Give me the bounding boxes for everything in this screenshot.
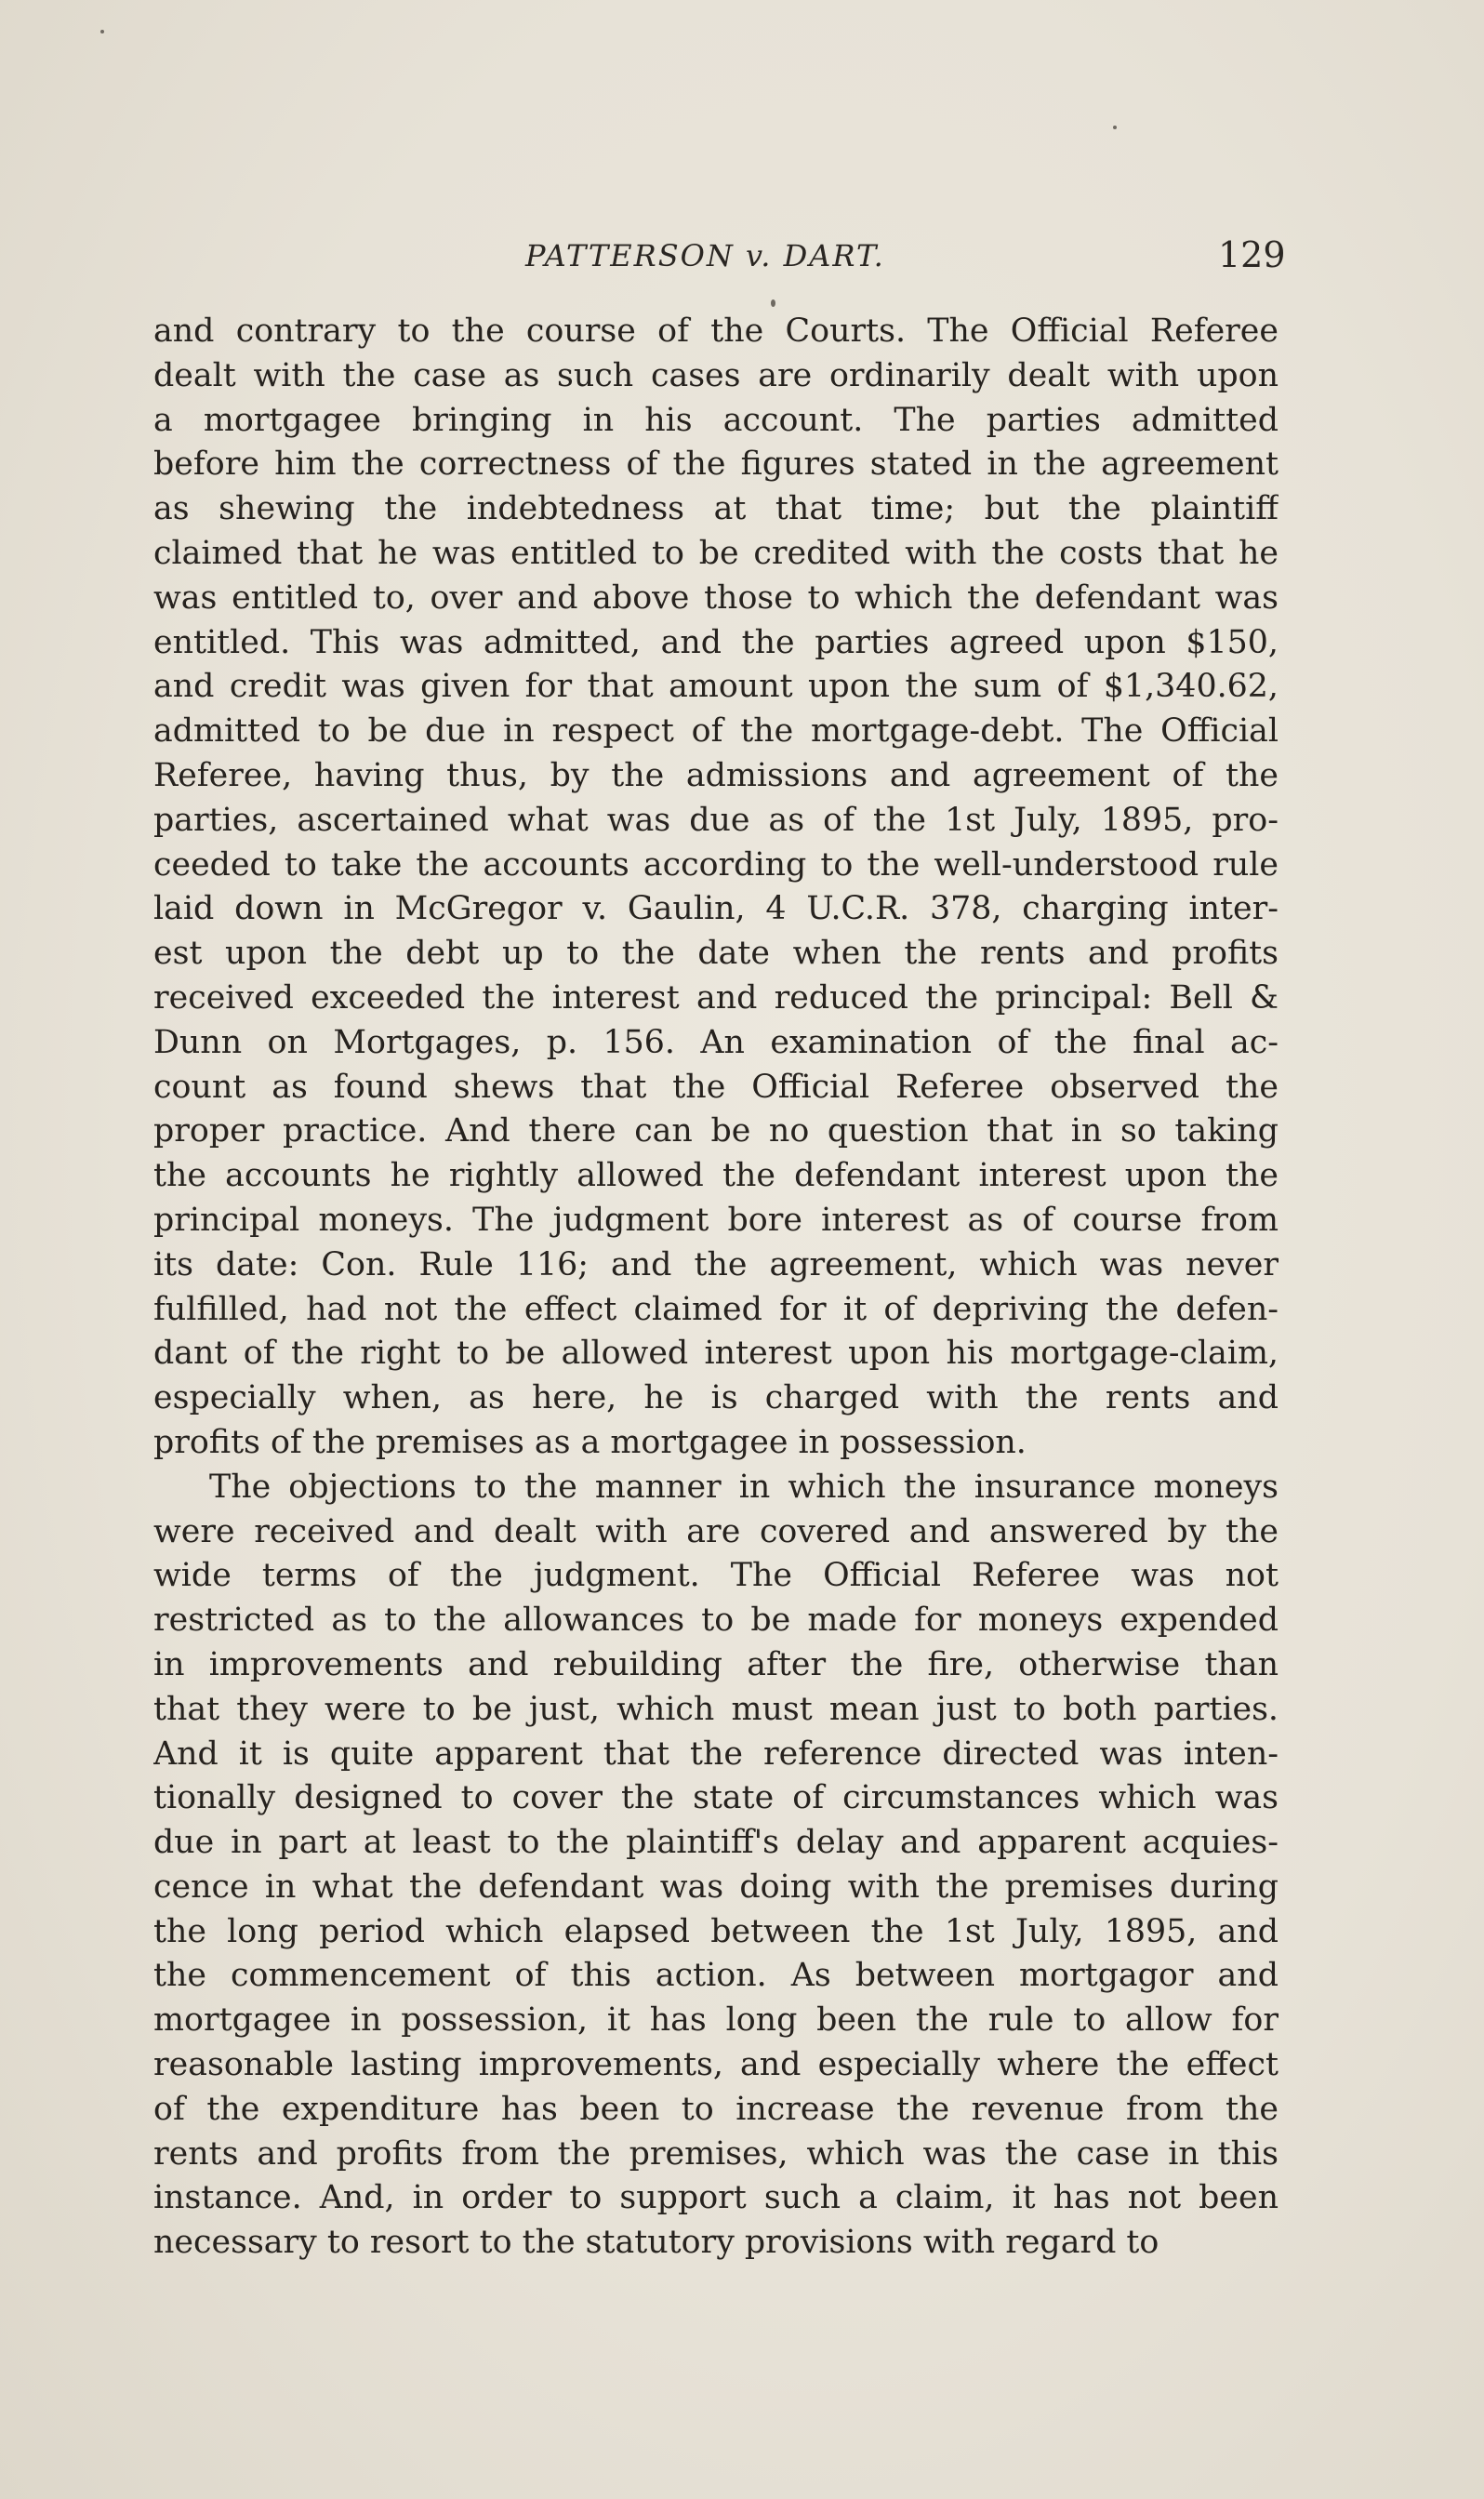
- text-line: a mortgagee bringing in his account. The parties admitted: [153, 401, 1279, 439]
- text-line: the accounts he rightly allowed the defendant interest upon the: [153, 1157, 1279, 1195]
- text-line: Dunn on Mortgages, p. 156. An examination of the final ac-: [153, 1023, 1279, 1061]
- text-line: claimed that he was entitled to be credited with the costs that he: [153, 534, 1279, 572]
- text-line: fulfilled, had not the effect claimed for it of depriving the defen-: [153, 1290, 1279, 1328]
- text-line: and credit was given for that amount upon the sum of $1,340.62,: [153, 668, 1279, 706]
- text-line: instance. And, in order to support such a claim, it has not been: [153, 2179, 1279, 2217]
- text-line: the long period which elapsed between the 1st July, 1895, and: [153, 1912, 1279, 1950]
- text-line: Referee, having thus, by the admissions and agreement of the: [153, 756, 1279, 794]
- text-line: tionally designed to cover the state of circumstances which was: [153, 1779, 1279, 1817]
- text-line: laid down in McGregor v. Gaulin, 4 U.C.R. 378, charging inter-: [153, 890, 1279, 928]
- running-head-title: PATTERSON v. DART.: [525, 238, 885, 273]
- text-line: entitled. This was admitted, and the parties agreed upon $150,: [153, 623, 1279, 661]
- text-line: profits of the premises as a mortgagee in possession.: [153, 1423, 1027, 1461]
- text-line: received exceeded the interest and reduced the principal: Bell &: [153, 978, 1279, 1017]
- text-line: ceeded to take the accounts according to the well-understood rule: [153, 845, 1279, 884]
- text-line: as shewing the indebtedness at that time; but the plaintiff: [153, 490, 1279, 528]
- text-line: its date: Con. Rule 116; and the agreement, which was never: [153, 1245, 1279, 1283]
- text-line: dealt with the case as such cases are ordinarily dealt with upon: [153, 356, 1279, 394]
- text-line: principal moneys. The judgment bore interest as of course from: [153, 1201, 1279, 1239]
- text-line: count as found shews that the Official Referee observed the: [153, 1068, 1279, 1106]
- text-line: rents and profits from the premises, which was the case in this: [153, 2134, 1279, 2173]
- text-line: and contrary to the course of the Courts. The Official Referee: [153, 312, 1279, 350]
- text-line: the commencement of this action. As between mortgagor and: [153, 1957, 1279, 1995]
- text-line: admitted to be due in respect of the mortgage-debt. The Official: [153, 712, 1279, 751]
- text-line: cence in what the defendant was doing with the premises during: [153, 1868, 1279, 1906]
- text-line: And it is quite apparent that the reference directed was inten-: [153, 1735, 1279, 1773]
- text-line: especially when, as here, he is charged with the rents and: [153, 1379, 1279, 1417]
- text-line: est upon the debt up to the date when the rents and profits: [153, 935, 1279, 973]
- text-line: restricted as to the allowances to be made for moneys expended: [153, 1602, 1279, 1640]
- text-line: was entitled to, over and above those to which the defendant was: [153, 578, 1279, 617]
- print-speck: [771, 299, 775, 307]
- text-line: The objections to the manner in which the insurance moneys: [209, 1468, 1279, 1506]
- text-line: parties, ascertained what was due as of the 1st July, 1895, pro-: [153, 801, 1279, 839]
- print-speck: [1113, 126, 1117, 129]
- text-line: of the expenditure has been to increase the revenue from the: [153, 2090, 1279, 2128]
- text-line: in improvements and rebuilding after the fire, otherwise than: [153, 1645, 1279, 1683]
- text-line: before him the correctness of the figures stated in the agreement: [153, 445, 1279, 484]
- text-line: proper practice. And there can be no question that in so taking: [153, 1112, 1279, 1150]
- running-head: [0, 234, 1484, 290]
- print-speck: [100, 30, 104, 33]
- body-text: [153, 310, 1279, 2266]
- text-line: necessary to resort to the statutory provisions with regard to: [153, 2224, 1159, 2262]
- text-line: reasonable lasting improvements, and especially where the effect: [153, 2046, 1279, 2084]
- text-line: were received and dealt with are covered and answered by the: [153, 1512, 1279, 1550]
- text-line: due in part at least to the plaintiff's delay and apparent acquies-: [153, 1824, 1279, 1862]
- text-line: mortgagee in possession, it has long been the rule to allow for: [153, 2001, 1279, 2040]
- page-number: 129: [1218, 234, 1286, 275]
- text-line: dant of the right to be allowed interest upon his mortgage-claim,: [153, 1335, 1279, 1373]
- text-line: that they were to be just, which must mean just to both parties.: [153, 1690, 1279, 1728]
- text-line: wide terms of the judgment. The Official Referee was not: [153, 1557, 1279, 1595]
